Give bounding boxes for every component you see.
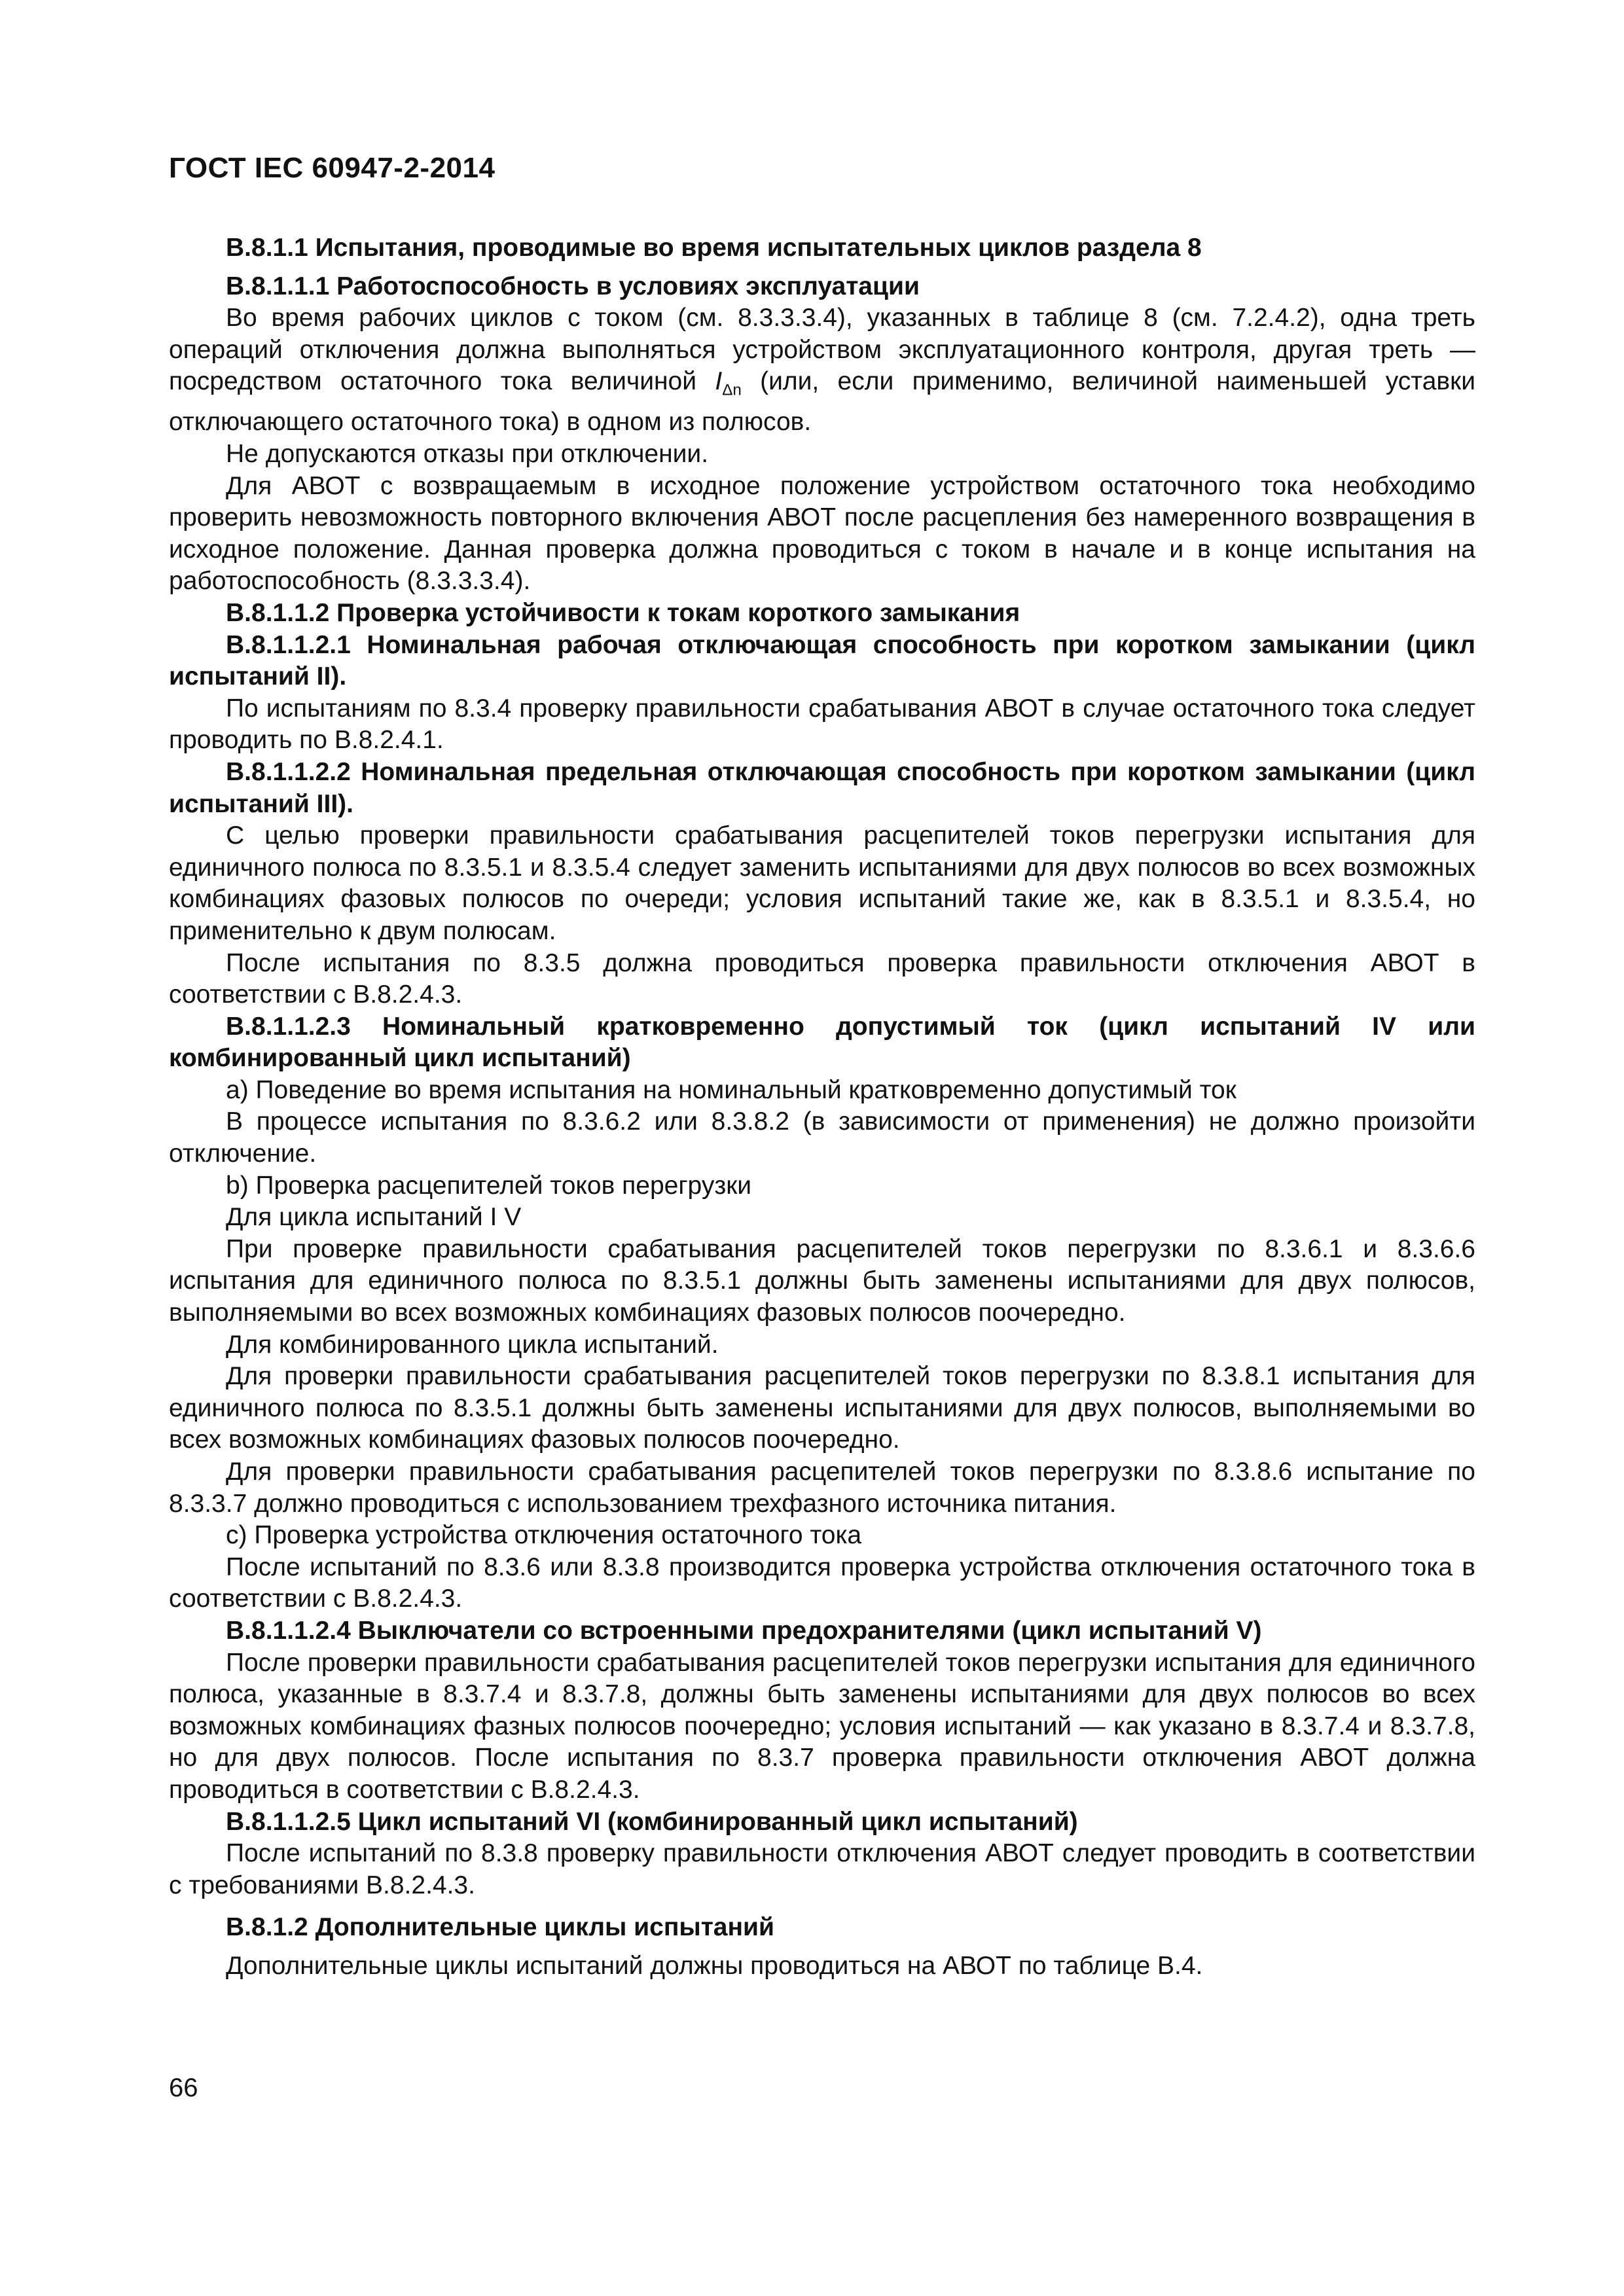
paragraph: Для цикла испытаний I V bbox=[226, 1203, 522, 1232]
section-heading: В.8.1.1 Испытания, проводимые во время испытательных циклов раздела 8 bbox=[226, 234, 1202, 262]
paragraph: В процессе испытания по 8.3.6.2 или 8.3.8.2 (в зависимости от применения) не должно произойти отключение. bbox=[169, 1107, 1475, 1168]
section-heading: В.8.1.1.2.2 Номинальная предельная отключающая способность при коротком замыкании (цикл испытаний III). bbox=[169, 757, 1475, 818]
paragraph: Не допускаются отказы при отключении. bbox=[226, 440, 709, 469]
paragraph: Для проверки правильности срабатывания расцепителей токов перегрузки по 8.3.8.6 испытание по 8.3.3.7 должно проводиться с использованием трехфазного источника питания. bbox=[169, 1458, 1475, 1518]
paragraph-text: (или, если применимо, величиной наименьшей уставки отключающего остаточного тока) в одном из полюсов. bbox=[169, 367, 1475, 437]
current-symbol: I bbox=[715, 367, 723, 396]
paragraph: Для АВОТ с возвращаемым в исходное положение устройством остаточного тока необходимо проверить невозможность повторного включения АВОТ после расцепления без намеренного возвращения в исходное положение. Данная проверка должна проводиться с током в начале и в конце испытания на работоспособность (8.3.3.3.4). bbox=[169, 471, 1475, 596]
list-item: а) Поведение во время испытания на номинальный кратковременно допустимый ток bbox=[226, 1075, 1236, 1104]
paragraph: С целью проверки правильности срабатывания расцепителей токов перегрузки испытания для единичного полюса по 8.3.5.1 и 8.3.5.4 следует заменить испытаниями для двух полюсов во всех возможных комбинациях фазовых полюсов по очереди; условия испытаний такие же, как в 8.3.5.1 и 8.3.5.4, но применительно к двум полюсам. bbox=[169, 821, 1475, 945]
list-item: с) Проверка устройства отключения остаточного тока bbox=[226, 1521, 862, 1550]
paragraph: Для комбинированного цикла испытаний. bbox=[226, 1330, 719, 1359]
page-number: 66 bbox=[169, 2073, 198, 2102]
current-subscript: Δn bbox=[722, 381, 742, 399]
document-header: ГОСТ IEC 60947-2-2014 bbox=[169, 152, 496, 184]
section-heading: В.8.1.1.1 Работоспособность в условиях эксплуатации bbox=[226, 272, 920, 300]
paragraph: После проверки правильности срабатывания расцепителей токов перегрузки испытания для единичного полюса, указанные в 8.3.7.4 и 8.3.7.8, должны быть заменены испытаниями для двух полюсов во всех возможных комбинациях фазных полюсов поочередно; условия испытаний — как указано в 8.3.7.4 и 8.3.7.8, но для двух полюсов. После испытания по 8.3.7 проверка правильности отключения АВОТ должна проводиться в соответствии с В.8.2.4.3. bbox=[169, 1648, 1475, 1804]
paragraph: После испытаний по 8.3.8 проверку правильности отключения АВОТ следует проводить в соответствии с требованиями В.8.2.4.3. bbox=[169, 1839, 1475, 1899]
section-heading: В.8.1.1.2.1 Номинальная рабочая отключающая способность при коротком замыкании (цикл испытаний II). bbox=[169, 630, 1475, 691]
section-heading: В.8.1.1.2.5 Цикл испытаний VI (комбинированный цикл испытаний) bbox=[226, 1807, 1078, 1836]
paragraph: После испытания по 8.3.5 должна проводиться проверка правильности отключения АВОТ в соответствии с В.8.2.4.3. bbox=[169, 948, 1475, 1009]
section-heading: В.8.1.2 Дополнительные циклы испытаний bbox=[226, 1913, 774, 1942]
paragraph bbox=[169, 302, 1475, 439]
paragraph: Дополнительные циклы испытаний должны проводиться на АВОТ по таблице В.4. bbox=[226, 1951, 1203, 1980]
section-heading: В.8.1.1.2.3 Номинальный кратковременно допустимый ток (цикл испытаний IV или комбинированный цикл испытаний) bbox=[169, 1012, 1475, 1073]
paragraph: Для проверки правильности срабатывания расцепителей токов перегрузки по 8.3.8.1 испытания для единичного полюса по 8.3.5.1 должны быть заменены испытаниями для двух полюсов, выполняемыми во всех возможных комбинациях фазовых полюсов поочередно. bbox=[169, 1362, 1475, 1454]
paragraph: По испытаниям по 8.3.4 проверку правильности срабатывания АВОТ в случае остаточного тока следует проводить по В.8.2.4.1. bbox=[169, 694, 1475, 755]
section-heading: В.8.1.1.2 Проверка устойчивости к токам короткого замыкания bbox=[226, 598, 1020, 627]
paragraph-text: Во время рабочих циклов с током (см. 8.3.3.3.4), указанных в таблице 8 (см. 7.2.4.2), одна треть операций отключения должна выполняться устройством эксплуатационного контроля, другая треть — посредством остаточного тока величиной bbox=[169, 304, 1475, 396]
list-item: b) Проверка расцепителей токов перегрузки bbox=[226, 1171, 752, 1200]
paragraph: После испытаний по 8.3.6 или 8.3.8 производится проверка устройства отключения остаточного тока в соответствии с В.8.2.4.3. bbox=[169, 1552, 1475, 1613]
section-heading: В.8.1.1.2.4 Выключатели со встроенными предохранителями (цикл испытаний V) bbox=[226, 1616, 1262, 1645]
document-body bbox=[169, 232, 1475, 1982]
paragraph: При проверке правильности срабатывания расцепителей токов перегрузки по 8.3.6.1 и 8.3.6.6 испытания для единичного полюса по 8.3.5.1 должны быть заменены испытаниями для двух полюсов, выполняемыми во всех возможных комбинациях фазовых полюсов поочередно. bbox=[169, 1234, 1475, 1327]
